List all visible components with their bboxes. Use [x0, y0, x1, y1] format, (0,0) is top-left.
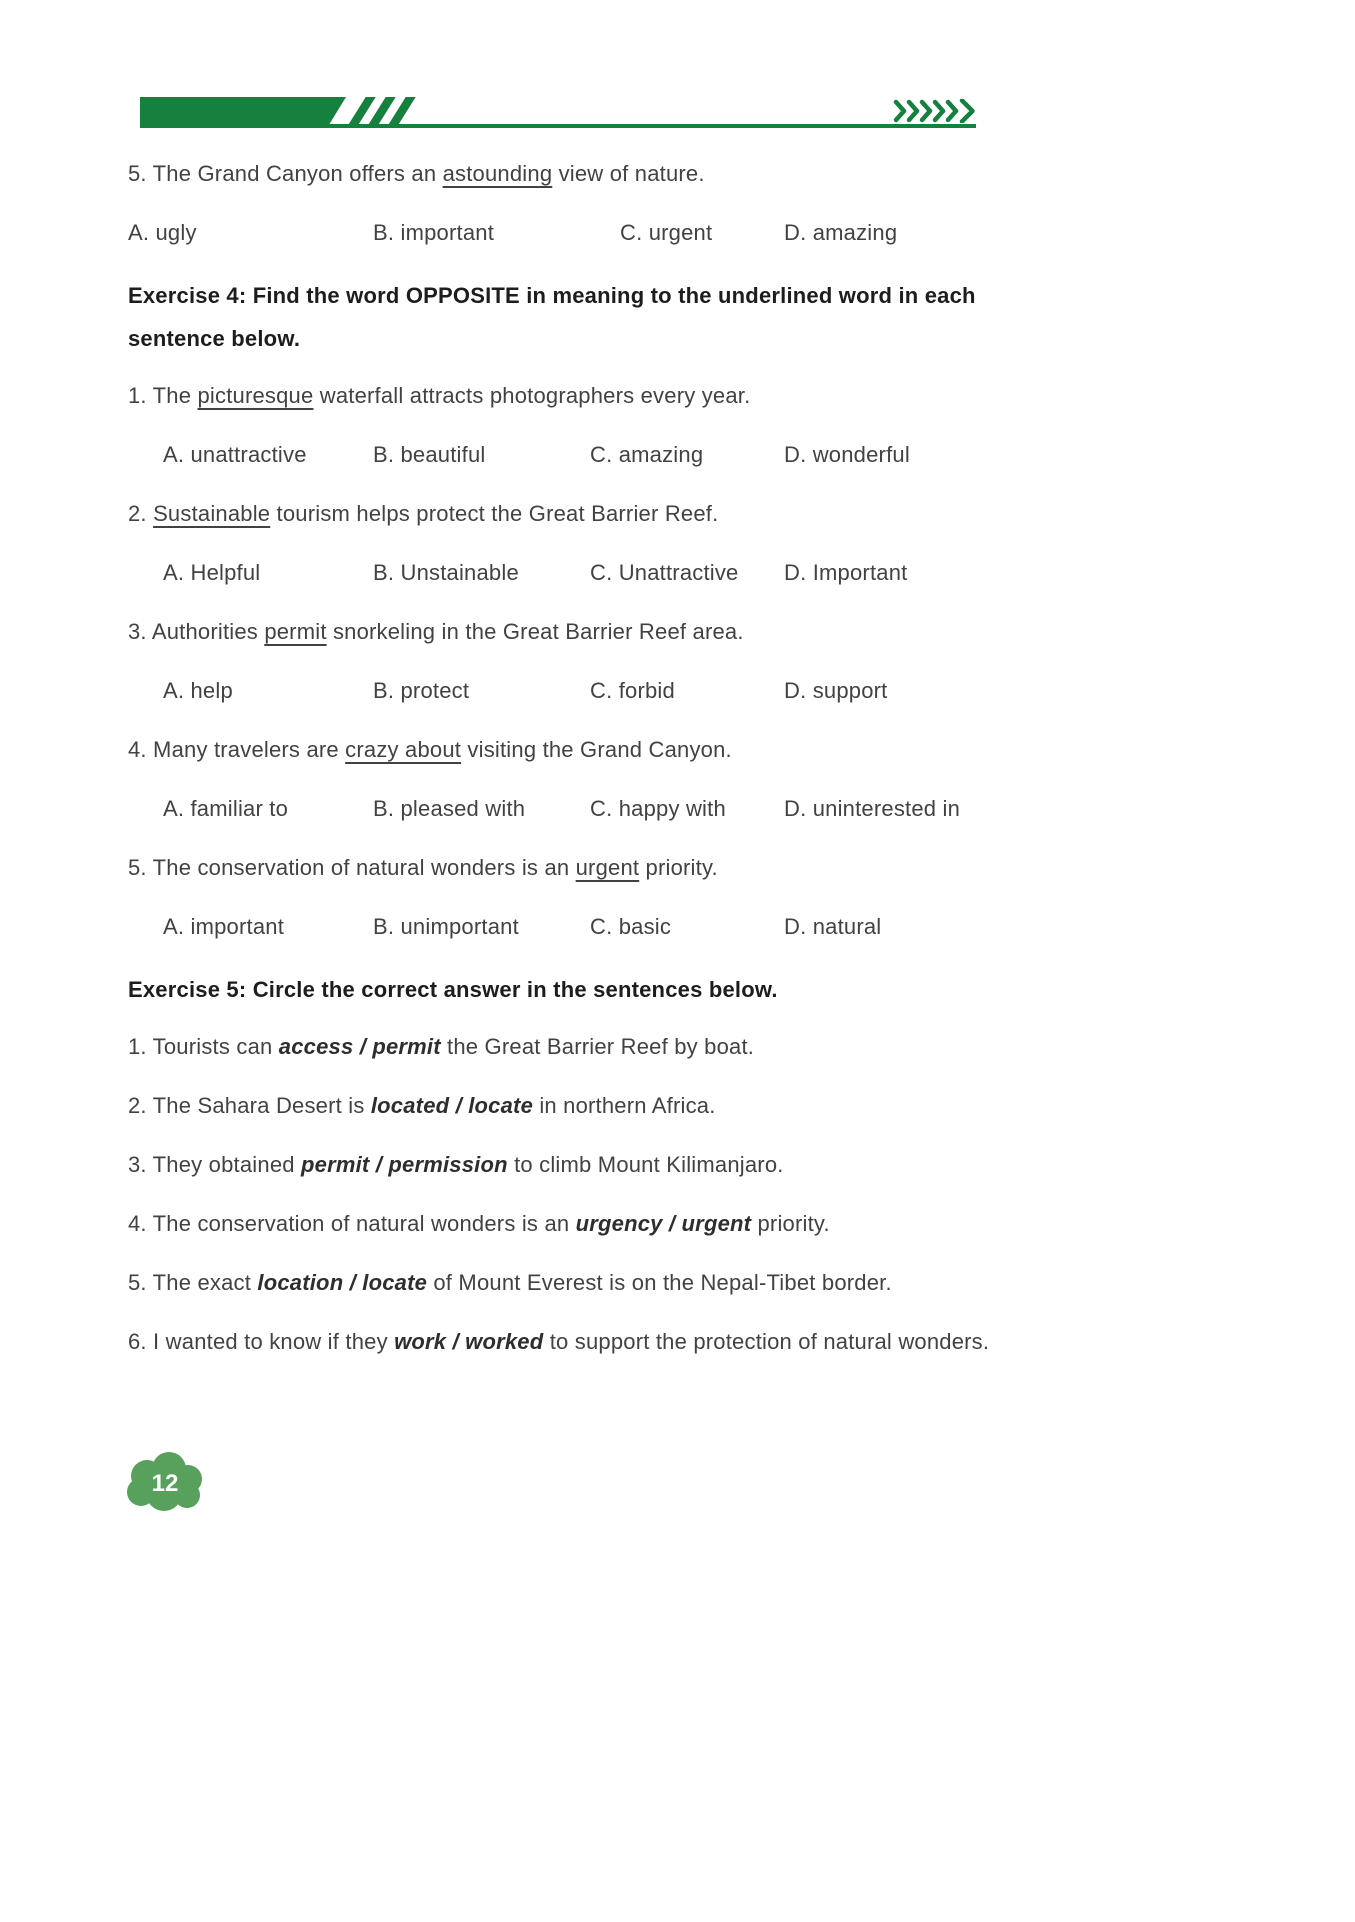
- option-c: C. urgent: [620, 220, 713, 245]
- sentence-prefix: 5. The exact: [128, 1270, 258, 1295]
- options-row: [128, 437, 990, 473]
- option-d: D. natural: [784, 914, 882, 939]
- sentence-suffix: to climb Mount Kilimanjaro.: [507, 1152, 784, 1177]
- options-row: [128, 555, 990, 591]
- sentence-suffix: to support the protection of natural wonders.: [543, 1329, 990, 1354]
- question-suffix: waterfall attracts photographers every year.: [313, 383, 751, 408]
- question-suffix: tourism helps protect the Great Barrier Reef.: [270, 501, 719, 526]
- page-number-badge: [119, 1450, 211, 1516]
- option-a: A. ugly: [128, 220, 197, 245]
- option-c: C. forbid: [590, 678, 675, 703]
- page-number: 12: [151, 1470, 179, 1497]
- underlined-word: Sustainable: [153, 501, 271, 526]
- options-row: [128, 909, 990, 945]
- choice-phrase: urgency / urgent: [575, 1211, 752, 1236]
- sentence-item: [128, 1206, 990, 1242]
- question-suffix: priority.: [639, 855, 718, 880]
- sentence-item: [128, 1265, 990, 1301]
- chevrons-right-icon: [893, 99, 979, 128]
- options-row: [128, 791, 990, 827]
- question-text: [128, 496, 990, 532]
- option-a: A. help: [163, 678, 233, 703]
- underlined-word: picturesque: [197, 383, 314, 408]
- question-text: [128, 378, 990, 414]
- question-prefix: 1. The: [128, 383, 198, 408]
- option-b: B. Unstainable: [373, 560, 519, 585]
- option-d: D. uninterested in: [784, 796, 961, 821]
- header-green-bar: [140, 97, 346, 128]
- option-a: A. important: [163, 914, 285, 939]
- worksheet-content: [128, 156, 990, 1383]
- option-c: C. Unattractive: [590, 560, 739, 585]
- question-text: [128, 614, 990, 650]
- question-prefix: 2.: [128, 501, 154, 526]
- underlined-word: permit: [264, 619, 327, 644]
- option-c: C. amazing: [590, 442, 704, 467]
- sentence-suffix: in northern Africa.: [533, 1093, 716, 1118]
- sentence-prefix: 1. Tourists can: [128, 1034, 279, 1059]
- choice-phrase: located / locate: [370, 1093, 534, 1118]
- sentence-item: [128, 1029, 990, 1065]
- question-suffix: visiting the Grand Canyon.: [461, 737, 732, 762]
- question-text: [128, 850, 990, 886]
- sentence-prefix: 6. I wanted to know if they: [128, 1329, 395, 1354]
- sentence-prefix: 2. The Sahara Desert is: [128, 1093, 371, 1118]
- sentence-item: [128, 1324, 990, 1360]
- underlined-word: astounding: [442, 161, 553, 186]
- options-row: [128, 673, 990, 709]
- option-b: B. unimportant: [373, 914, 519, 939]
- sentence-suffix: the Great Barrier Reef by boat.: [440, 1034, 755, 1059]
- question-suffix: view of nature.: [552, 161, 705, 186]
- choice-phrase: work / worked: [394, 1329, 544, 1354]
- choice-phrase: location / locate: [257, 1270, 428, 1295]
- option-a: A. unattractive: [163, 442, 307, 467]
- question-prefix: 5. The Grand Canyon offers an: [128, 161, 443, 186]
- sentence-item: [128, 1147, 990, 1183]
- page-header-decoration: [0, 0, 1355, 140]
- underlined-word: urgent: [575, 855, 640, 880]
- option-d: D. support: [784, 678, 888, 703]
- sentence-prefix: 4. The conservation of natural wonders is an: [128, 1211, 576, 1236]
- underlined-word: crazy about: [345, 737, 462, 762]
- option-d: D. Important: [784, 560, 908, 585]
- sentence-item: [128, 1088, 990, 1124]
- option-b: B. protect: [373, 678, 470, 703]
- sentence-suffix: of Mount Everest is on the Nepal-Tibet border.: [427, 1270, 892, 1295]
- option-a: A. Helpful: [163, 560, 261, 585]
- question-suffix: snorkeling in the Great Barrier Reef area.: [326, 619, 744, 644]
- option-c: C. happy with: [590, 796, 726, 821]
- option-a: A. familiar to: [163, 796, 289, 821]
- question-prefix: 4. Many travelers are: [128, 737, 346, 762]
- exercise5-heading: Exercise 5: Circle the correct answer in the sentences below.: [128, 977, 778, 1002]
- sentence-suffix: priority.: [751, 1211, 830, 1236]
- exercise4-heading: Exercise 4: Find the word OPPOSITE in meaning to the underlined word in each sentence below.: [128, 283, 976, 351]
- choice-phrase: permit / permission: [301, 1152, 508, 1177]
- sentence-prefix: 3. They obtained: [128, 1152, 302, 1177]
- option-b: B. important: [373, 220, 495, 245]
- question-text: [128, 732, 990, 768]
- option-d: D. wonderful: [784, 442, 910, 467]
- question-text: [128, 156, 990, 192]
- option-c: C. basic: [590, 914, 672, 939]
- choice-phrase: access / permit: [278, 1034, 441, 1059]
- option-b: B. beautiful: [373, 442, 486, 467]
- question-prefix: 5. The conservation of natural wonders is an: [128, 855, 576, 880]
- options-row: [128, 215, 990, 251]
- option-b: B. pleased with: [373, 796, 526, 821]
- question-prefix: 3. Authorities: [128, 619, 265, 644]
- option-d: D. amazing: [784, 220, 898, 245]
